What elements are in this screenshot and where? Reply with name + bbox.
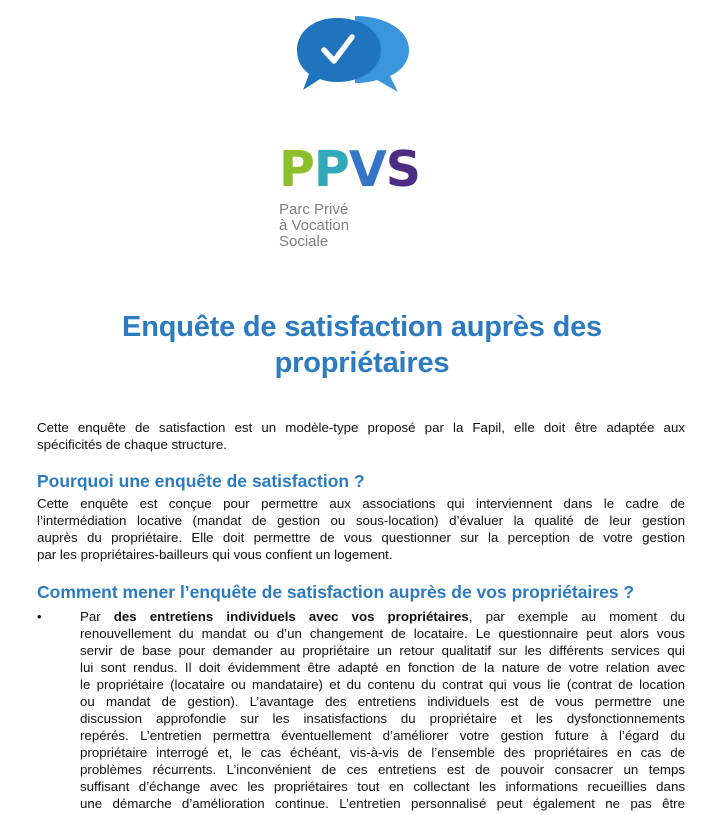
bullet-line: problèmes récurrents. L’inconvénient de ces entretiens est de pouvoir consacrer un temps bbox=[80, 762, 685, 777]
ppvs-subtitle bbox=[279, 202, 349, 250]
bullet-line: suffisant d’échange avec les propriétaires tout en collectant les informations recueillies dans bbox=[80, 779, 685, 794]
ppvs-letter: S bbox=[385, 141, 421, 198]
page-title-line: Enquête de satisfaction auprès des bbox=[122, 311, 602, 343]
bullet-line: repérés. L’entretien permettra éventuellement d’améliorer votre gestion future à l’égard du bbox=[80, 728, 685, 743]
paragraph-line: par les propriétaires-bailleurs qui vous confient un logement. bbox=[37, 547, 393, 562]
section-heading-how: Comment mener l’enquête de satisfaction auprès de vos propriétaires ? bbox=[37, 582, 635, 602]
paragraph-line: l’intermédiation locative (mandat de gestion ou sous-location) d’évaluer la qualité de leur gestion bbox=[37, 513, 685, 528]
bullet-line: une démarche d’amélioration continue. L’entretien personnalisé peut également ne pas être bbox=[80, 796, 685, 811]
intro-line: spécificités de chaque structure. bbox=[37, 437, 227, 452]
bullet-bold-text: des entretiens individuels avec vos propriétaires bbox=[113, 609, 469, 624]
ppvs-wordmark bbox=[279, 140, 420, 200]
ppvs-letter: P bbox=[279, 141, 314, 198]
ppvs-letter: V bbox=[348, 141, 386, 198]
section-why-paragraph bbox=[37, 495, 685, 563]
bullet-first-line bbox=[80, 608, 685, 625]
list-item bbox=[37, 608, 685, 812]
section-heading-why: Pourquoi une enquête de satisfaction ? bbox=[37, 471, 365, 491]
bullet-line: discussion approfondie sur les insatisfactions du propriétaire et les dysfonctionnements bbox=[80, 711, 685, 726]
paragraph-line: auprès du propriétaire. Elle doit permettre de vous questionner sur la perception de votre gestion bbox=[37, 530, 685, 545]
intro-line: Cette enquête de satisfaction est un modèle-type proposé par la Fapil, elle doit être adaptée aux bbox=[37, 420, 685, 435]
intro-paragraph bbox=[37, 419, 685, 453]
page-title-line: propriétaires bbox=[274, 347, 450, 379]
bullet-line: le propriétaire (locataire ou mandataire) et du contenu du contrat qui vous lie (contrat de location bbox=[80, 677, 685, 692]
ppvs-subtitle-line: à Vocation bbox=[279, 217, 350, 234]
bullet-prefix: Par bbox=[80, 609, 114, 624]
bullet-list bbox=[37, 608, 685, 812]
bullet-marker: • bbox=[37, 609, 42, 624]
bullet-line: servir de base pour demander au propriétaire un retour qualitatif sur les différents services qui bbox=[80, 643, 685, 658]
bullet-line: propriétaire interrogé et, le cas échéant, vis-à-vis de l’ensemble des propriétaires en cas de bbox=[80, 745, 685, 760]
page-title bbox=[0, 309, 724, 381]
bullet-suffix: , par exemple au moment du bbox=[468, 609, 685, 624]
ppvs-letter: P bbox=[313, 141, 349, 198]
bullet-line: lui sont rendus. Il doit évidemment être adapté en fonction de la nature de votre relation avec bbox=[80, 660, 685, 675]
ppvs-subtitle-line: Parc Privé bbox=[279, 201, 349, 218]
speech-bubbles-check-icon bbox=[297, 12, 419, 100]
ppvs-subtitle-line: Sociale bbox=[279, 233, 329, 250]
paragraph-line: Cette enquête est conçue pour permettre aux associations qui interviennent dans le cadre de bbox=[37, 496, 685, 511]
bullet-line: ou mandat de gestion). L’avantage des entretiens individuels est de vous permettre une bbox=[80, 694, 685, 709]
bullet-line: renouvellement du mandat ou d’un changement de locataire. Le questionnaire peut alors vous bbox=[80, 626, 685, 641]
